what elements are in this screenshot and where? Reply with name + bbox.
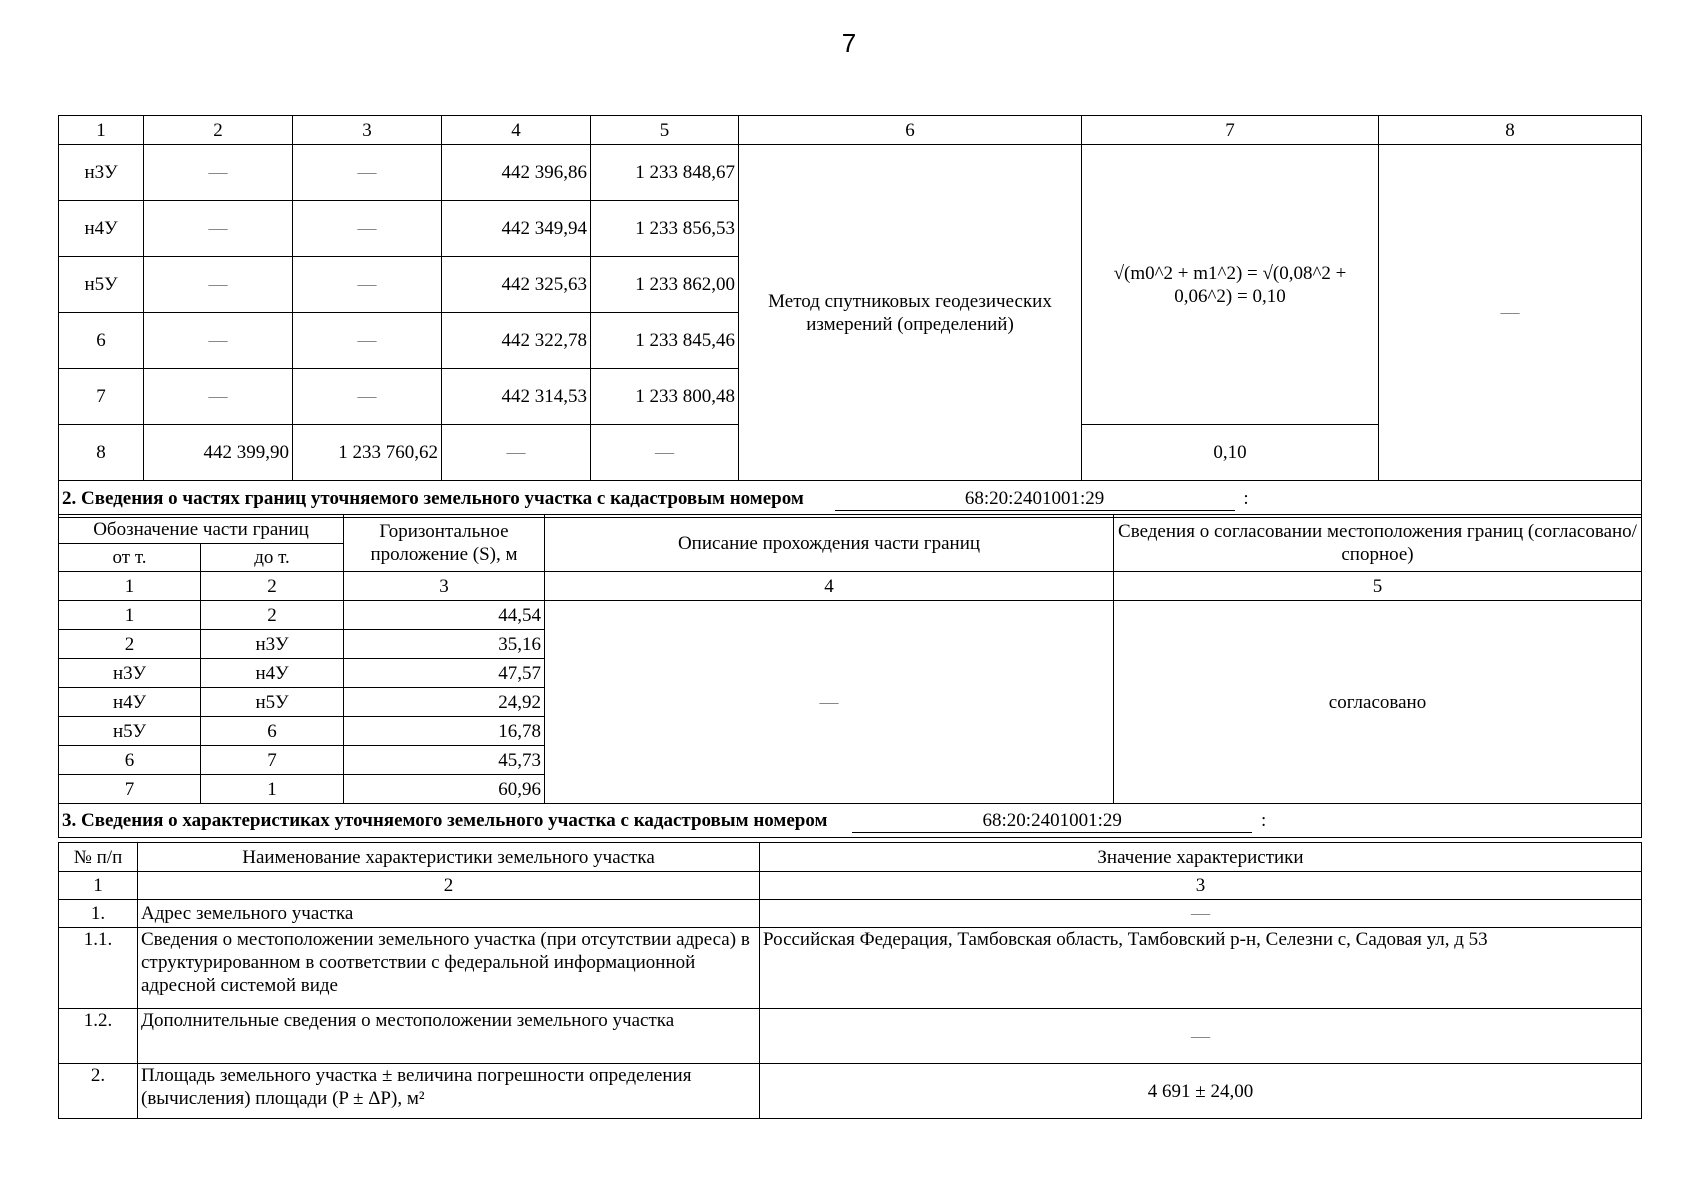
section3-title: 3. Сведения о характеристиках уточняемого земельного участка с кадастровым номером	[62, 809, 828, 831]
cell-value: —	[144, 369, 293, 425]
cell-value: 1 233 848,67	[591, 145, 739, 201]
cell-value: —	[144, 313, 293, 369]
section2-colon: :	[1243, 488, 1249, 509]
cell-value: 1 233 856,53	[591, 201, 739, 257]
section2-title: 2. Сведения о частях границ уточняемого земельного участка с кадастровым номером	[62, 488, 804, 509]
point-id: н5У	[59, 257, 144, 313]
row-name: Дополнительные сведения о местоположении земельного участка	[138, 1009, 760, 1064]
col-number: 2	[201, 572, 344, 601]
from-point: 1	[59, 601, 201, 630]
from-point: 7	[59, 775, 201, 804]
col-number: 5	[591, 116, 739, 145]
row-name: Сведения о местоположении земельного участка (при отсутствии адреса) в структурированном в соответствии с федеральной информационной адресной системой виде	[138, 928, 760, 1009]
header-from: от т.	[59, 544, 201, 572]
header-part: Обозначение части границ	[59, 515, 344, 544]
characteristics-table	[58, 842, 1642, 1119]
length-value: 60,96	[344, 775, 545, 804]
point-id: 7	[59, 369, 144, 425]
agree-value: согласовано	[1114, 601, 1642, 804]
header-value: Значение характеристики	[760, 843, 1642, 872]
header-to: до т.	[201, 544, 344, 572]
row-name: Площадь земельного участка ± величина погрешности определения (вычисления) площади (P ± ΔP), м²	[138, 1064, 760, 1119]
cell-value: —	[293, 201, 442, 257]
col-number: 2	[144, 116, 293, 145]
row-value: Российская Федерация, Тамбовская область, Тамбовский р-н, Селезни с, Садовая ул, д 53	[760, 928, 1642, 1009]
col-number: 8	[1379, 116, 1642, 145]
length-value: 45,73	[344, 746, 545, 775]
table-row	[59, 928, 1642, 1009]
cell-value: 442 325,63	[442, 257, 591, 313]
cell-value: —	[144, 145, 293, 201]
row-no: 2.	[59, 1064, 138, 1119]
section2-title-cell	[59, 481, 1642, 518]
row-no: 1.1.	[59, 928, 138, 1009]
col-number: 1	[59, 872, 138, 900]
col-number: 1	[59, 572, 201, 601]
point-id: 8	[59, 425, 144, 481]
length-value: 16,78	[344, 717, 545, 746]
cell-value: —	[293, 145, 442, 201]
to-point: 7	[201, 746, 344, 775]
to-point: н3У	[201, 630, 344, 659]
col-number: 6	[739, 116, 1082, 145]
col8-cell: —	[1379, 145, 1642, 481]
cell-value: —	[442, 425, 591, 481]
col-number: 3	[344, 572, 545, 601]
from-point: н3У	[59, 659, 201, 688]
to-point: 6	[201, 717, 344, 746]
col-number: 3	[293, 116, 442, 145]
col-number: 1	[59, 116, 144, 145]
section3-title-row	[59, 804, 1642, 838]
point-id: н3У	[59, 145, 144, 201]
header-name: Наименование характеристики земельного участка	[138, 843, 760, 872]
header-desc: Описание прохождения части границ	[545, 515, 1114, 572]
cell-value: 1 233 845,46	[591, 313, 739, 369]
boundary-parts-table	[58, 514, 1642, 838]
col-number: 4	[545, 572, 1114, 601]
table-row	[59, 601, 1642, 630]
point-id: н4У	[59, 201, 144, 257]
header-no: № п/п	[59, 843, 138, 872]
point-id: 6	[59, 313, 144, 369]
row-value: —	[760, 1009, 1642, 1064]
characteristics-num-row	[59, 872, 1642, 900]
col-number: 5	[1114, 572, 1642, 601]
cell-value: 442 314,53	[442, 369, 591, 425]
from-point: н4У	[59, 688, 201, 717]
row-no: 1.	[59, 900, 138, 928]
to-point: 2	[201, 601, 344, 630]
cell-value: 1 233 800,48	[591, 369, 739, 425]
cell-value: —	[293, 313, 442, 369]
section3-title-cell	[59, 804, 1642, 838]
cell-value: 442 349,94	[442, 201, 591, 257]
col-number: 3	[760, 872, 1642, 900]
cell-value: —	[591, 425, 739, 481]
coordinates-table	[58, 115, 1642, 518]
to-point: н5У	[201, 688, 344, 717]
coordinates-header-row	[59, 116, 1642, 145]
from-point: 2	[59, 630, 201, 659]
row-no: 1.2.	[59, 1009, 138, 1064]
method-cell: Метод спутниковых геодезических измерений (определений)	[739, 145, 1082, 481]
length-value: 44,54	[344, 601, 545, 630]
length-value: 47,57	[344, 659, 545, 688]
header-agree: Сведения о согласовании местоположения границ (согласовано/спорное)	[1114, 515, 1642, 572]
cell-value: 442 399,90	[144, 425, 293, 481]
page-number: 7	[841, 28, 857, 58]
section3-cadastral-number: 68:20:2401001:29	[852, 809, 1252, 833]
table-row	[59, 1064, 1642, 1119]
cell-value: —	[144, 201, 293, 257]
length-value: 24,92	[344, 688, 545, 717]
section2-title-row	[59, 481, 1642, 518]
row-value: —	[760, 900, 1642, 928]
cell-value: —	[144, 257, 293, 313]
section2-cadastral-number: 68:20:2401001:29	[835, 487, 1235, 511]
length-value: 35,16	[344, 630, 545, 659]
accuracy-last: 0,10	[1082, 425, 1379, 481]
header-length: Горизонтальное проложение (S), м	[344, 515, 545, 572]
cell-value: 1 233 760,62	[293, 425, 442, 481]
row-value: 4 691 ± 24,00	[760, 1064, 1642, 1119]
cell-value: 1 233 862,00	[591, 257, 739, 313]
to-point: н4У	[201, 659, 344, 688]
cell-value: 442 322,78	[442, 313, 591, 369]
from-point: н5У	[59, 717, 201, 746]
table-row	[59, 145, 1642, 201]
section3-colon: :	[1260, 809, 1267, 831]
col-number: 2	[138, 872, 760, 900]
boundary-num-row	[59, 572, 1642, 601]
from-point: 6	[59, 746, 201, 775]
table-row	[59, 1009, 1642, 1064]
desc-value: —	[545, 601, 1114, 804]
cell-value: 442 396,86	[442, 145, 591, 201]
boundary-header-row	[59, 515, 1642, 544]
col-number: 7	[1082, 116, 1379, 145]
characteristics-header-row	[59, 843, 1642, 872]
row-name: Адрес земельного участка	[138, 900, 760, 928]
col-number: 4	[442, 116, 591, 145]
formula-cell: √(m0^2 + m1^2) = √(0,08^2 + 0,06^2) = 0,10	[1082, 145, 1379, 425]
cell-value: —	[293, 369, 442, 425]
table-row	[59, 900, 1642, 928]
to-point: 1	[201, 775, 344, 804]
cell-value: —	[293, 257, 442, 313]
